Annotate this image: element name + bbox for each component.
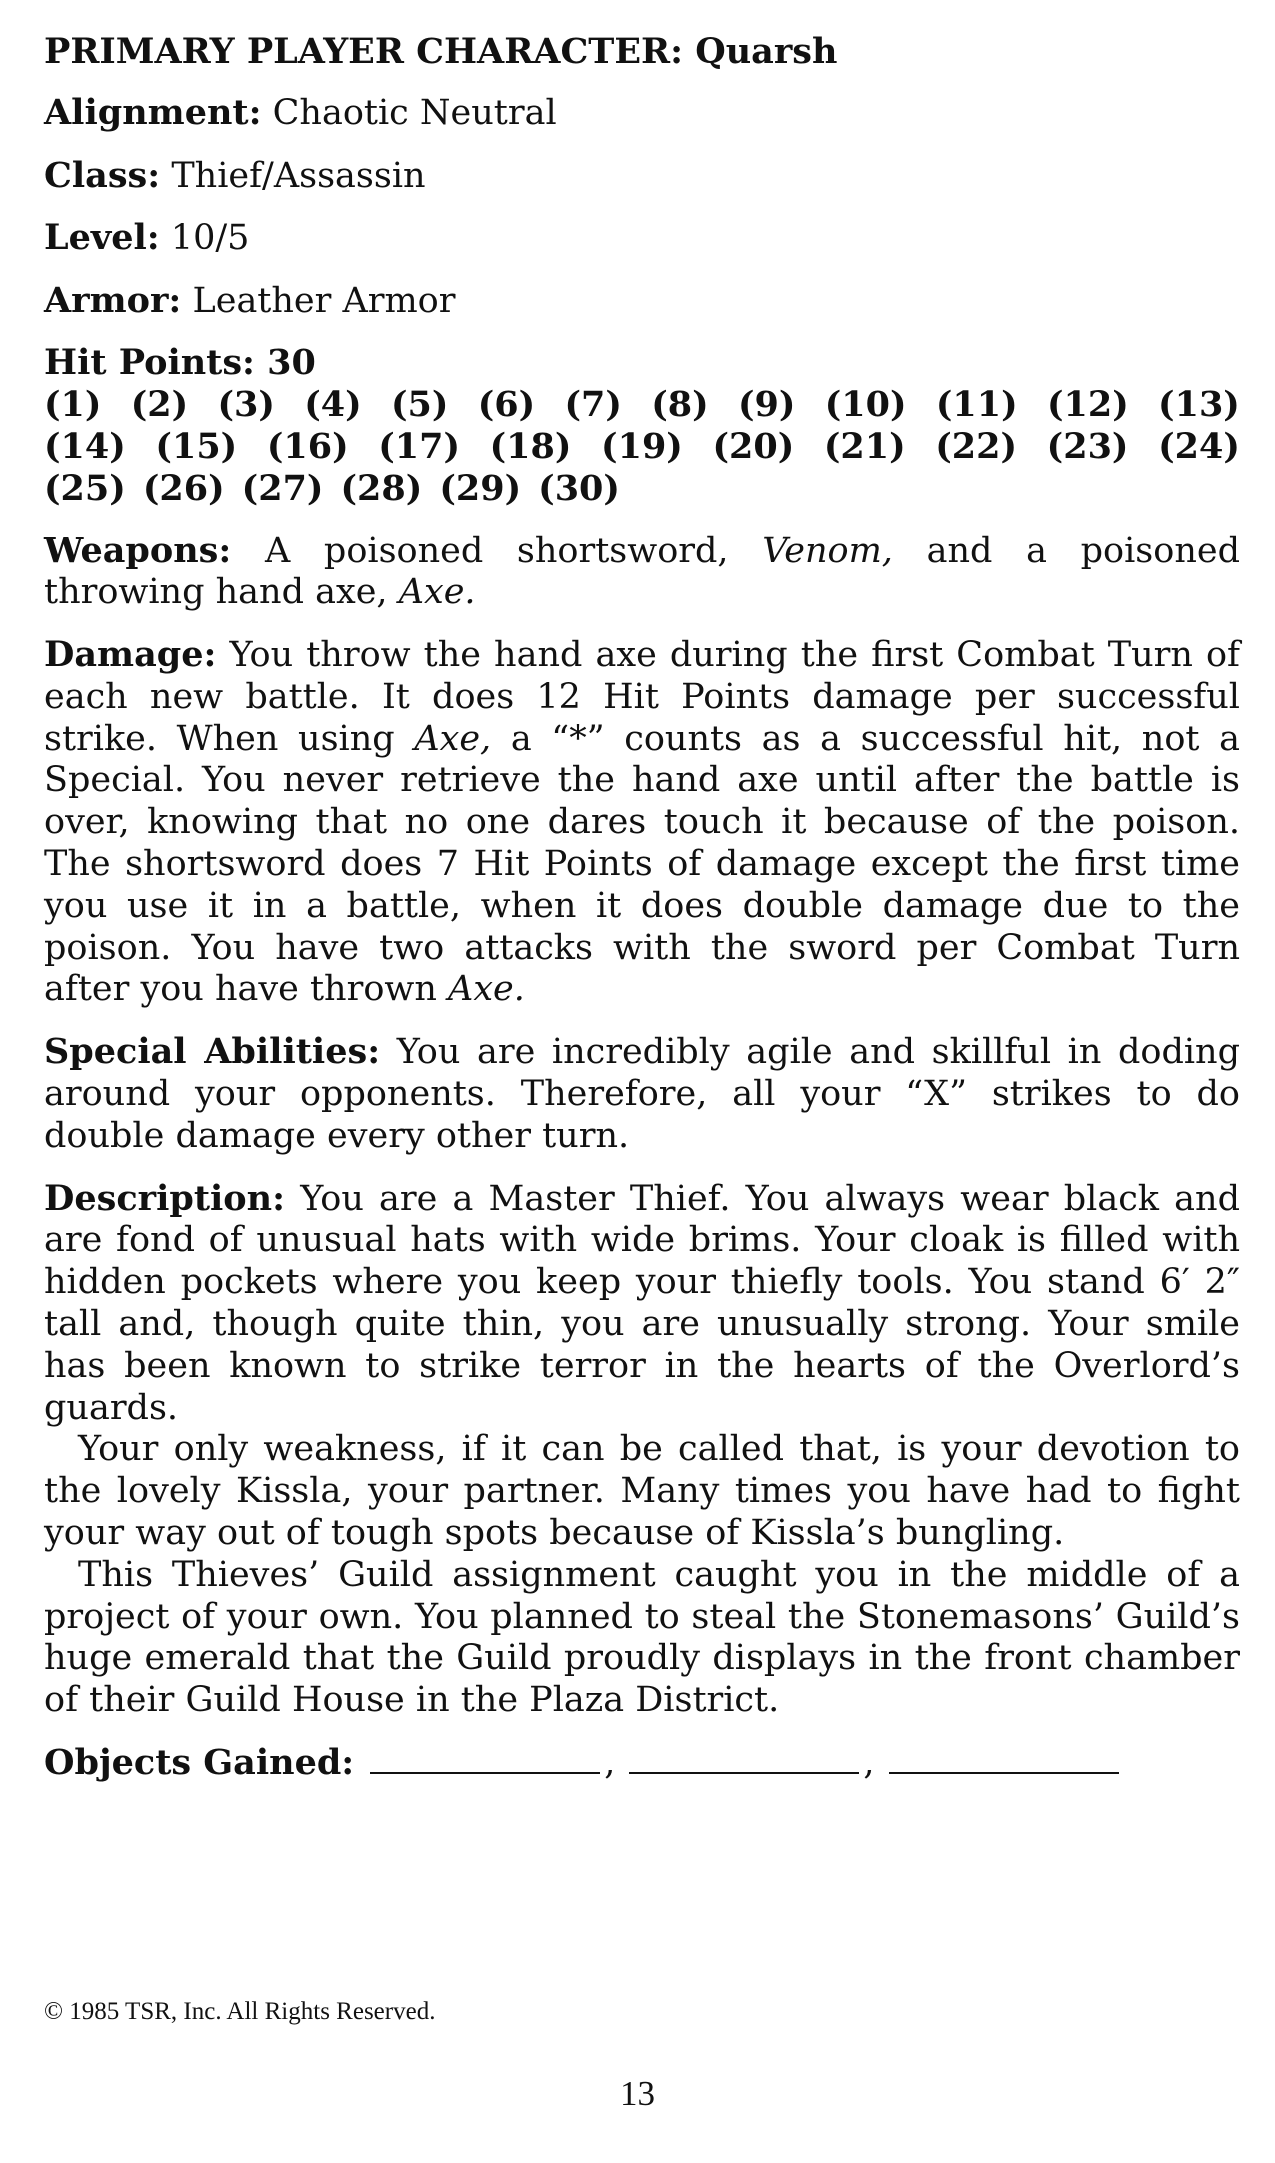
hit-point-box[interactable]: (19) — [601, 425, 683, 467]
description-paragraph — [44, 1178, 1240, 1430]
hit-point-box[interactable]: (10) — [824, 383, 907, 425]
object-blank-line[interactable] — [370, 1742, 600, 1774]
object-blank-line[interactable] — [889, 1742, 1119, 1774]
hit-point-box[interactable]: (28) — [340, 467, 423, 509]
hit-point-row — [44, 426, 1240, 468]
hit-point-box[interactable]: (5) — [391, 383, 449, 425]
armor-value: Leather Armor — [192, 280, 456, 321]
hit-point-box[interactable]: (23) — [1046, 425, 1129, 467]
character-sheet — [44, 30, 1244, 1784]
object-separator: , — [604, 1743, 616, 1784]
hit-point-box[interactable]: (11) — [935, 383, 1018, 425]
object-blank-line[interactable] — [629, 1742, 859, 1774]
description-paragraph: This Thieves’ Guild assignment caught you in the middle of a project of your own. You planned to steal the Stonemasons’ Guild’s huge emerald that the Guild proudly displays in the front chamber of their Guild House in the Plaza District. — [44, 1554, 1240, 1721]
alignment-field — [44, 92, 1244, 135]
level-value: 10/5 — [170, 218, 250, 258]
hit-point-box[interactable]: (6) — [477, 383, 536, 425]
armor-label: Armor: — [44, 279, 182, 321]
weapon-name-axe: Axe. — [398, 572, 476, 613]
hit-point-box[interactable]: (25) — [44, 467, 126, 509]
alignment-label: Alignment: — [44, 92, 262, 133]
header-label: PRIMARY PLAYER CHARACTER: — [44, 31, 684, 72]
hit-points-section — [44, 342, 1244, 510]
hit-point-row — [44, 468, 1240, 510]
hit-point-box[interactable]: (4) — [304, 383, 362, 425]
description-label: Description: — [44, 1177, 286, 1219]
character-header — [44, 30, 1244, 74]
hit-point-box[interactable]: (1) — [44, 383, 102, 425]
level-label: Level: — [44, 217, 160, 258]
damage-paragraph — [44, 634, 1240, 1011]
character-name: Quarsh — [695, 31, 838, 72]
weapon-name-axe: Axe, — [414, 718, 492, 759]
hit-point-box[interactable]: (14) — [44, 425, 126, 467]
special-abilities-text: You are incredibly agile and skillful in doding around your opponents. Therefore, all your “X” strikes to do double damage every other turn. — [44, 1032, 1240, 1156]
hit-point-box[interactable]: (16) — [266, 425, 349, 467]
armor-field — [44, 280, 1244, 323]
description-paragraph: Your only weakness, if it can be called that, is your devotion to the lovely Kissla, your partner. Many times you have had to fight your way out of tough spots because of Kissla’s bungling. — [44, 1429, 1240, 1554]
weapons-text: and a poisoned throwing hand axe, — [44, 530, 1240, 613]
class-label: Class: — [44, 154, 161, 196]
hit-point-box[interactable]: (30) — [538, 467, 620, 509]
hit-point-box[interactable]: (20) — [712, 425, 795, 467]
damage-label: Damage: — [44, 634, 217, 676]
hit-point-box[interactable]: (21) — [823, 425, 906, 467]
damage-text: You throw the hand axe during the first Combat Turn of each new battle. It does 12 Hit Points damage per successful strike. When using — [44, 635, 1240, 759]
copyright-notice: © 1985 TSR, Inc. All Rights Reserved. — [44, 1998, 436, 2025]
class-field — [44, 155, 1244, 198]
hit-point-box[interactable]: (7) — [564, 383, 622, 425]
hit-point-box[interactable]: (18) — [489, 425, 572, 467]
hit-point-box[interactable]: (8) — [651, 383, 709, 425]
hit-point-box[interactable]: (24) — [1158, 425, 1240, 467]
hit-points-label: Hit Points: — [44, 342, 255, 383]
hit-point-box[interactable]: (3) — [217, 383, 275, 425]
hit-points-value: 30 — [267, 342, 316, 383]
hit-point-box[interactable]: (22) — [935, 425, 1018, 467]
weapons-text: A poisoned shortsword, — [264, 530, 729, 571]
object-separator: , — [863, 1743, 875, 1784]
special-abilities-label: Special Abilities: — [44, 1031, 381, 1073]
hit-point-box[interactable]: (2) — [130, 383, 189, 425]
objects-gained-label: Objects Gained: — [44, 1742, 355, 1784]
weapon-name-axe: Axe. — [448, 969, 525, 1010]
hit-point-box[interactable]: (12) — [1046, 383, 1129, 425]
hit-point-box[interactable]: (26) — [142, 467, 225, 509]
objects-gained — [44, 1742, 1244, 1784]
hit-point-box[interactable]: (15) — [155, 425, 238, 467]
weapon-name-venom: Venom, — [762, 530, 893, 571]
hit-point-box[interactable]: (27) — [241, 467, 324, 509]
hit-point-box[interactable]: (17) — [378, 425, 461, 467]
hit-point-box[interactable]: (9) — [738, 383, 796, 425]
damage-text: a “*” counts as a successful hit, not a Special. You never retrieve the hand axe until after the battle is over, knowing that no one dares touch it because of the poison. The shortsword does 7 Hit Points of damage except the first time you use it in a battle, when it does double damage due to the poison. You have two attacks with the sword per Combat Turn after you have thrown — [44, 718, 1240, 1010]
hit-point-row — [44, 384, 1240, 426]
level-field — [44, 217, 1244, 260]
class-value: Thief/Assassin — [171, 155, 426, 196]
page-number: 13 — [620, 2074, 655, 2113]
weapons-paragraph — [44, 530, 1240, 615]
weapons-label: Weapons: — [44, 529, 232, 571]
special-abilities-paragraph — [44, 1031, 1240, 1157]
description-text: You are a Master Thief. You always wear black and are fond of unusual hats with wide brims. Your cloak is filled with hidden pockets where you keep your thiefly tools. You stand 6′ 2″ tall and, though quite thin, you are unusually strong. Your smile has been known to strike terror in the hearts of the Overlord’s guards. — [44, 1178, 1240, 1428]
hit-point-box[interactable]: (29) — [439, 467, 522, 509]
hit-points-header — [44, 342, 1244, 384]
alignment-value: Chaotic Neutral — [272, 93, 557, 133]
hit-point-box[interactable]: (13) — [1158, 383, 1240, 425]
